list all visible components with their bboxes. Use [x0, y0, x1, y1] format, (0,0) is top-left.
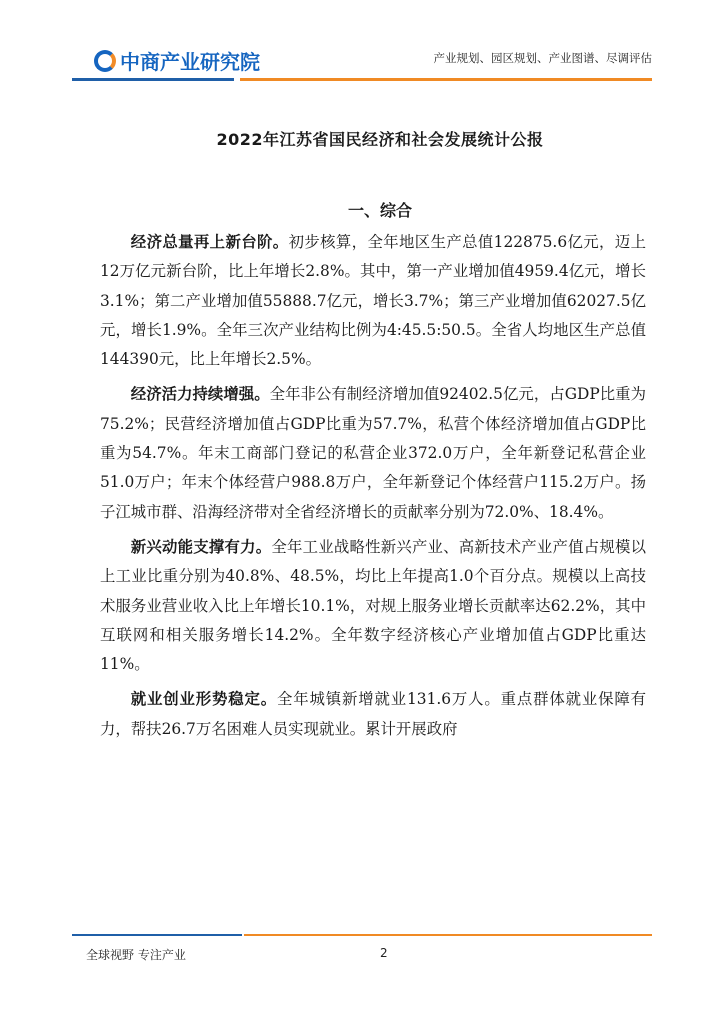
- header-rule-blue: [72, 78, 234, 81]
- footer-slogan: 全球视野 专注产业: [86, 948, 186, 962]
- paragraph: [100, 533, 646, 679]
- paragraph-text: 全年工业战略性新兴产业、高新技术产业产值占规模以上工业比重分别为40.8%、48.5%，均比上年提高1.0个百分点。规模以上高技术服务业营业收入比上年增长10.1%，对规上服务业增长贡献率达62.2%，其中互联网和相关服务增长14.2%。全年数字经济核心产业增加值占GDP比重达11%。: [100, 537, 646, 674]
- paragraph-lead: 经济活力持续增强。: [130, 385, 270, 404]
- logo-text: 中商产业研究院: [120, 50, 260, 74]
- document-title: 2022年江苏省国民经济和社会发展统计公报: [216, 130, 544, 149]
- paragraph-lead: 新兴动能支撑有力。: [130, 537, 272, 556]
- footer-rule-blue: [72, 934, 242, 936]
- logo-mark-icon: [94, 50, 116, 72]
- paragraph-lead: 经济总量再上新台阶。: [130, 233, 289, 251]
- section-heading: 一、综合: [347, 201, 412, 220]
- paragraph-text: 初步核算，全年地区生产总值122875.6亿元，迈上12万亿元新台阶，比上年增长2.8%。其中，第一产业增加值4959.4亿元，增长3.1%；第二产业增加值55888.7亿元，增长3.7%；第三产业增加值62027.5亿元，增长1.9%。全年三次产业结构比例为4:45.5:50.5。全省人均地区生产总值144390元，比上年增长2.5%。: [100, 233, 646, 369]
- header-rule-orange: [240, 78, 652, 81]
- paragraph-lead: 就业创业形势稳定。: [130, 690, 278, 709]
- header-tagline: 产业规划、园区规划、产业图谱、尽调评估: [433, 51, 652, 65]
- page-number: 2: [380, 946, 388, 960]
- paragraph: [100, 228, 646, 374]
- company-logo: [94, 46, 260, 75]
- footer-rule-orange: [244, 934, 652, 936]
- paragraph: [100, 685, 646, 744]
- paragraph: [100, 380, 646, 526]
- paragraph-text: 全年城镇新增就业131.6万人。重点群体就业保障有力，帮扶26.7万名困难人员实现就业。累计开展政府: [100, 690, 646, 738]
- paragraph-text: 全年非公有制经济增加值92402.5亿元，占GDP比重为75.2%；民营经济增加值占GDP比重为57.7%，私营个体经济增加值占GDP比重为54.7%。年末工商部门登记的私营企业372.0万户，全年新登记私营企业51.0万户；年末个体经营户988.8万户，全年新登记个体经营户115.2万户。扬子江城市群、沿海经济带对全省经济增长的贡献率分别为72.0%、18.4%。: [100, 385, 646, 521]
- document-body: [100, 228, 646, 750]
